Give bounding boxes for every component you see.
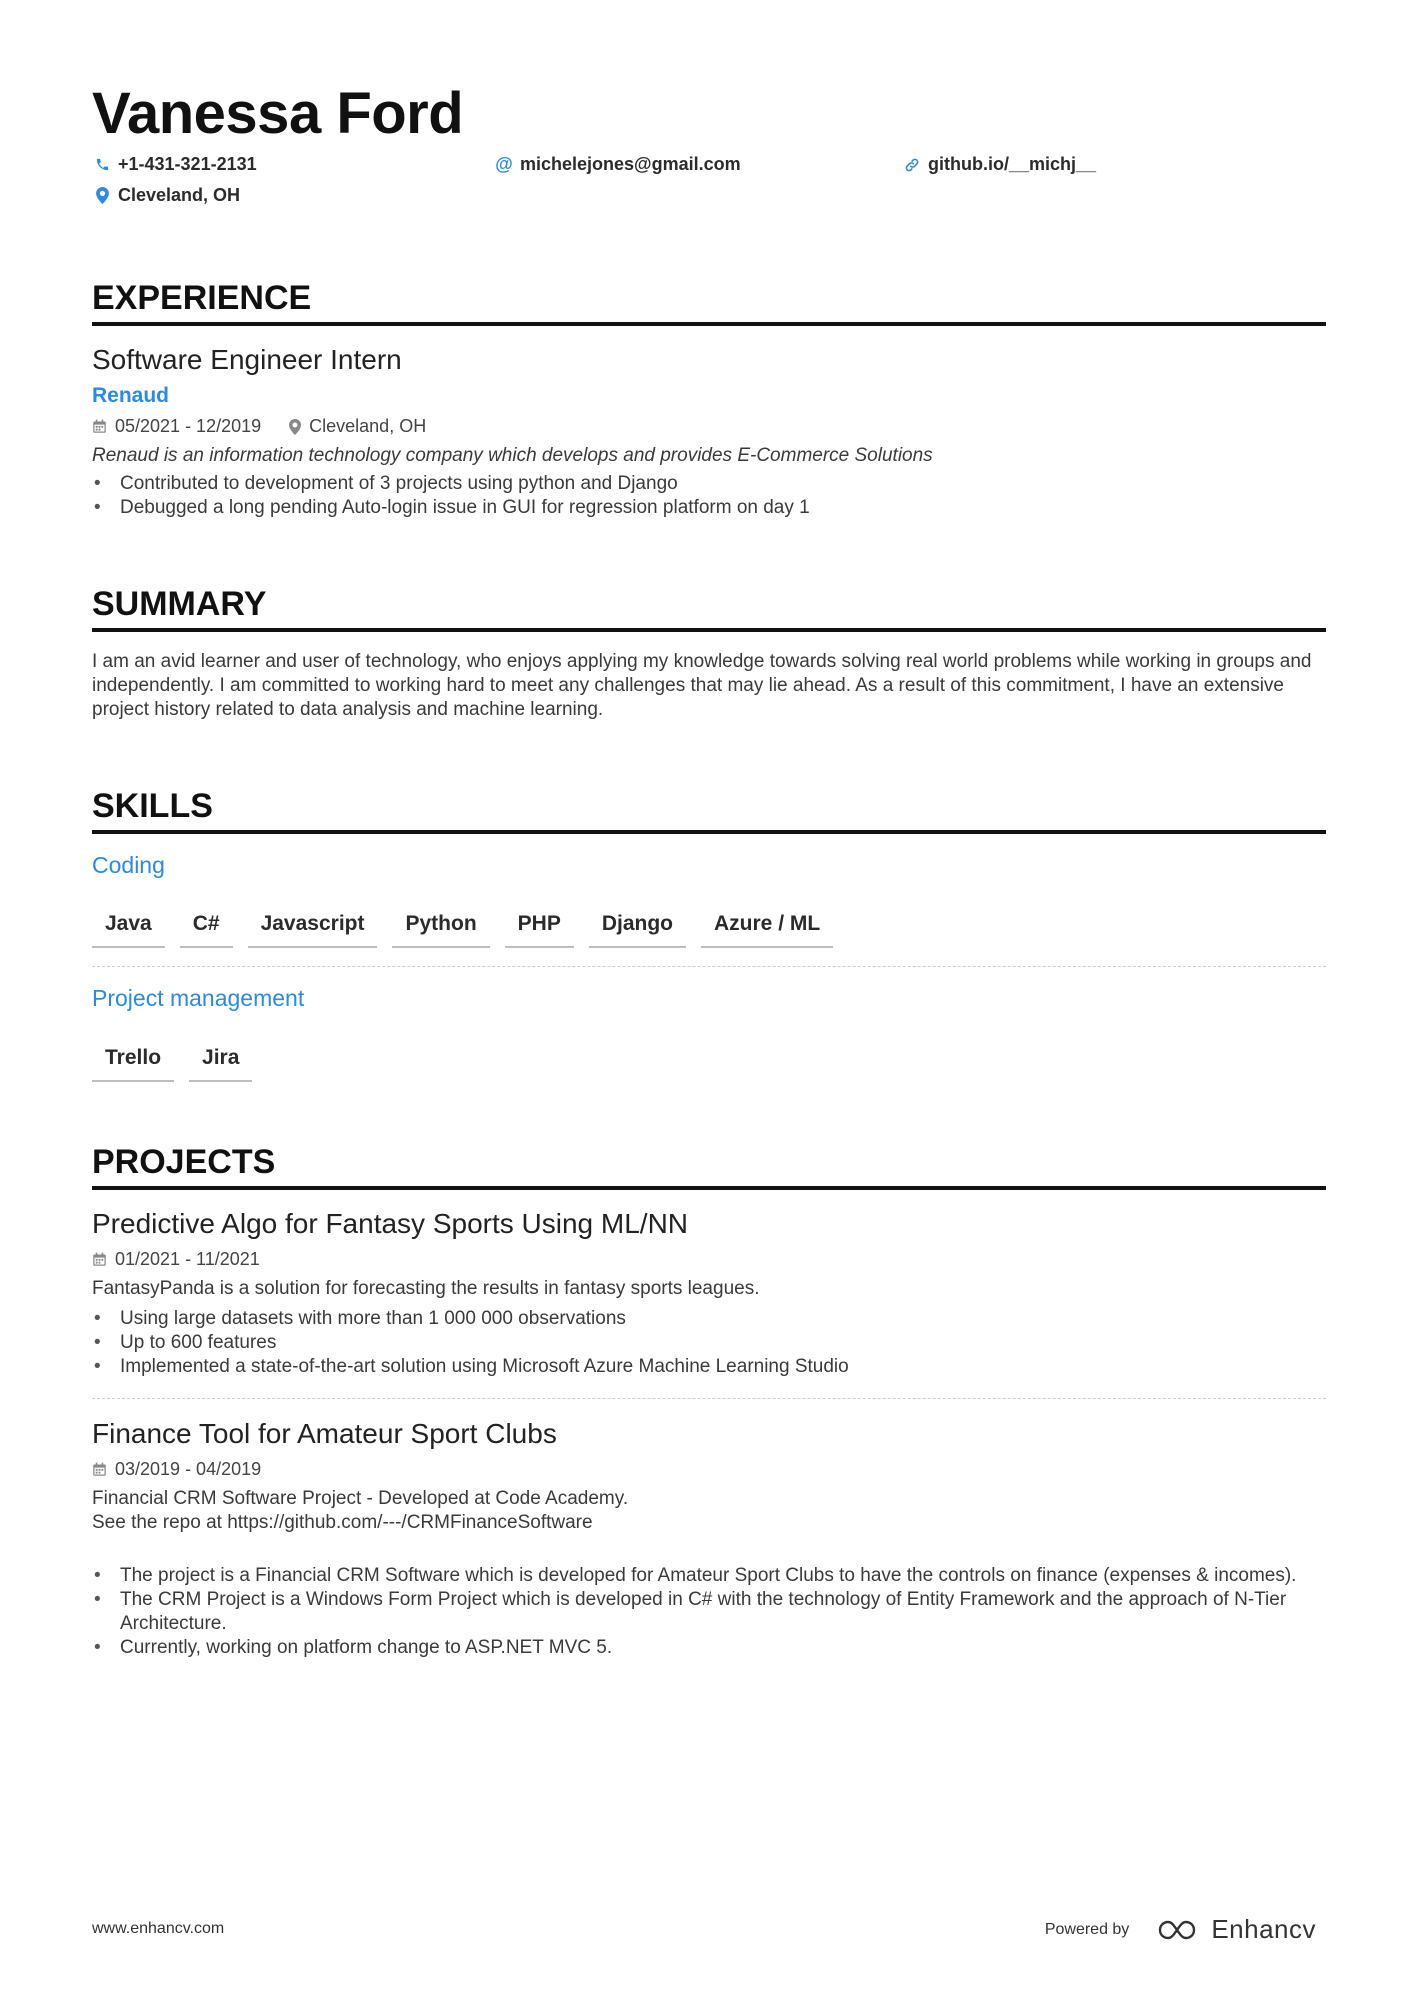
footer-branding [1045,1914,1316,1945]
experience-description: Renaud is an information technology company which develops and provides E-Commerce Solutions [92,445,933,466]
project-title: Finance Tool for Amateur Sport Clubs [92,1418,557,1449]
contact-email[interactable] [494,154,741,175]
projects-heading: PROJECTS [92,1142,1326,1190]
experience-dates: 05/2021 - 12/2019 [115,416,262,436]
skill-tag: Python [392,912,489,948]
candidate-name: Vanessa Ford [92,81,464,146]
at-icon: @ [495,154,513,174]
map-pin-icon [92,187,112,204]
skill-tag: PHP [505,912,574,948]
project-dates: 01/2021 - 11/2021 [115,1249,260,1269]
skill-tag: C# [180,912,233,948]
skill-tag: Javascript [248,912,378,948]
experience-role: Software Engineer Intern [92,344,402,375]
skill-tag: Azure / ML [701,912,833,948]
skill-group-project-management: Project management [92,985,305,1011]
enhancv-logo[interactable] [1157,1914,1316,1945]
contact-phone [92,154,257,175]
list-item: • The CRM Project is a Windows Form Project which is developed in C# with the technology of Entity Framework and the approach of N-Tier Architecture. [92,1588,1326,1636]
location-text: Cleveland, OH [118,185,241,205]
link-icon [902,157,922,173]
divider [92,1398,1326,1399]
skill-tags-project-management [92,1046,267,1082]
skill-tag: Django [589,912,686,948]
summary-heading: SUMMARY [92,584,1326,632]
skill-tag: Jira [189,1046,252,1082]
phone-text: +1-431-321-2131 [118,154,257,174]
project-description: Financial CRM Software Project - Developed at Code Academy. [92,1488,629,1509]
skills-heading: SKILLS [92,786,1326,834]
skill-tag: Java [92,912,165,948]
list-item: • Using large datasets with more than 1 000 000 observations [92,1307,1326,1331]
skill-group-coding: Coding [92,852,165,878]
calendar-icon [92,1462,107,1477]
map-pin-icon [289,419,301,435]
website-text[interactable]: github.io/__michj__ [928,154,1097,174]
list-item: • Contributed to development of 3 projects using python and Django [92,472,1326,496]
list-item: • Implemented a state-of-the-art solution using Microsoft Azure Machine Learning Studio [92,1355,1326,1379]
project-repo-link[interactable]: See the repo at https://github.com/---/CRMFinanceSoftware [92,1512,593,1533]
project-title: Predictive Algo for Fantasy Sports Using ML/NN [92,1208,689,1239]
project-description: FantasyPanda is a solution for forecasting the results in fantasy sports leagues. [92,1278,760,1299]
list-item: • The project is a Financial CRM Software which is developed for Amateur Sport Clubs to have the controls on finance (expenses & incomes). [92,1564,1326,1588]
list-item: • Up to 600 features [92,1331,1326,1355]
skill-tag: Trello [92,1046,174,1082]
experience-meta [92,416,426,437]
calendar-icon [92,1252,107,1267]
summary-text: I am an avid learner and user of technology, who enjoys applying my knowledge towards solving real world problems while working in groups and independently. I am committed to working hard to meet any challenges that may lie ahead. As a result of this commitment, I have an extensive project history related to data analysis and machine learning. [92,651,1312,720]
email-text[interactable]: michelejones@gmail.com [520,154,741,174]
enhancv-logo-icon [1157,1918,1203,1942]
skill-tags-coding [92,912,848,948]
powered-by-label: Powered by [1044,1920,1130,1938]
brand-name: Enhancv [1211,1914,1316,1944]
experience-company: Renaud [92,384,170,407]
experience-bullets [92,472,1326,520]
project-bullets [92,1307,1326,1379]
experience-heading: EXPERIENCE [92,278,1326,326]
contact-location [92,185,240,206]
project-dates: 03/2019 - 04/2019 [115,1459,262,1479]
calendar-icon [92,419,107,434]
divider [92,966,1326,967]
footer-website[interactable]: www.enhancv.com [92,1920,225,1937]
experience-location: Cleveland, OH [309,416,427,436]
phone-icon [92,157,112,172]
resume-page [92,0,1326,1995]
project-bullets [92,1564,1326,1660]
list-item: • Currently, working on platform change to ASP.NET MVC 5. [92,1636,1326,1660]
list-item: • Debugged a long pending Auto-login issue in GUI for regression platform on day 1 [92,496,1326,520]
project-meta [92,1459,261,1480]
contact-website[interactable] [902,154,1096,175]
project-meta [92,1249,260,1270]
